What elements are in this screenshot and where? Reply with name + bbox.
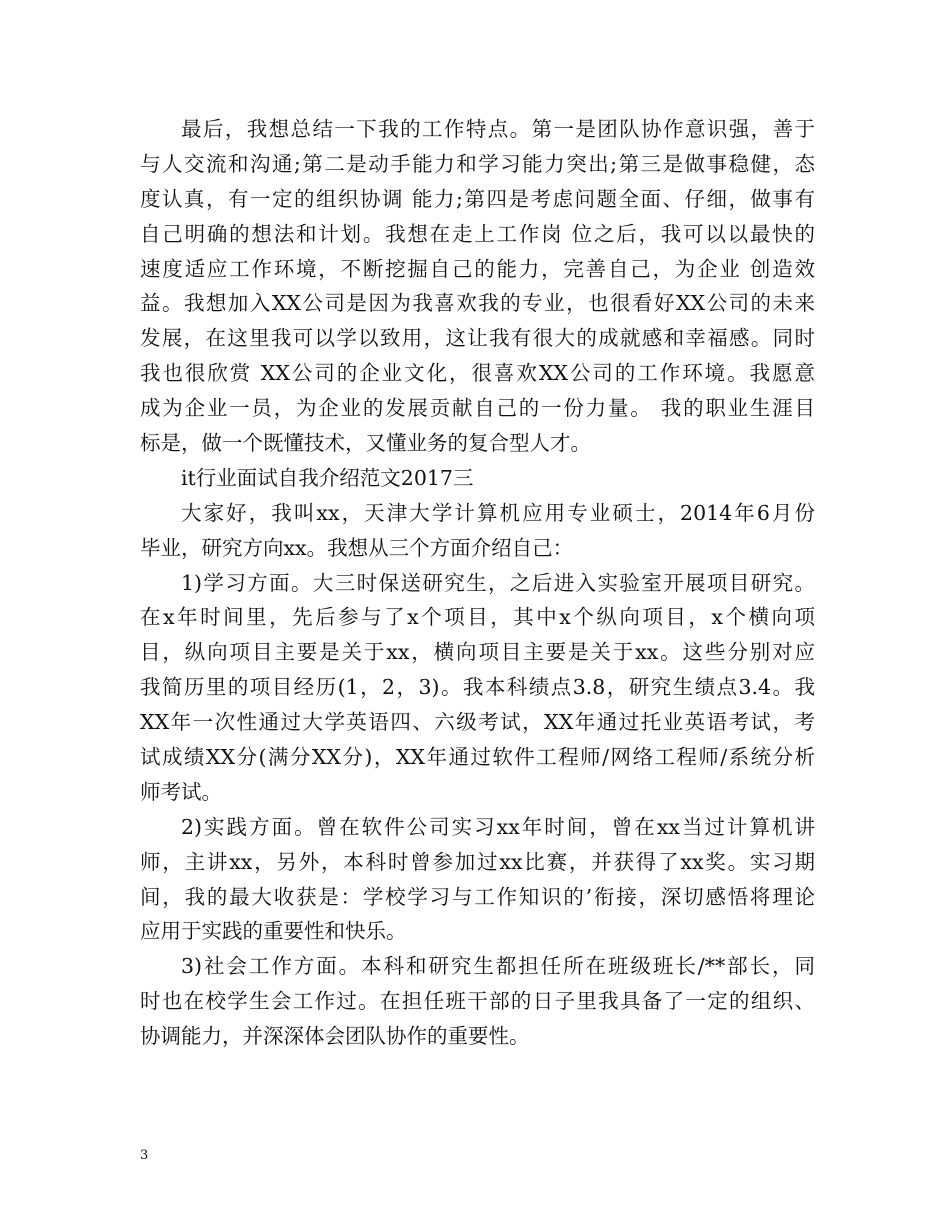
text-line-7: 发展，在这里我可以学以致用，这让我有很大的成就感和幸福感。同时 [140,326,815,351]
text-line-26: 时也在校学生会工作过。在担任班干部的日子里我具备了一定的组织、 [140,989,815,1014]
text-line-14: 1)学习方面。大三时保送研究生，之后进入实验室开展项目研究。 [181,570,815,595]
text-line-25: 3)社会工作方面。本科和研究生都担任所在班级班长/**部长，同 [181,954,815,979]
text-line-18: XX年一次性通过大学英语四、六级考试，XX年通过托业英语考试，考 [140,710,815,735]
text-line-22: 师，主讲xx，另外，本科时曾参加过xx比赛，并获得了xx奖。实习期 [140,849,815,874]
text-line-3: 度认真，有一定的组织协调 能力;第四是考虑问题全面、仔细，做事有 [140,186,815,211]
text-line-10: 标是，做一个既懂技术，又懂业务的复合型人才。 [140,431,591,456]
text-line-13: 毕业，研究方向xx。我想从三个方面介绍自己： [140,535,574,560]
text-line-8: 我也很欣赏 XX公司的企业文化，很喜欢XX公司的工作环境。我愿意 [140,361,815,386]
page-number: 3 [140,1148,149,1163]
text-line-5: 速度适应工作环境，不断挖掘自己的能力，完善自己，为企业 创造效 [140,256,815,281]
text-line-20: 师考试。 [140,779,222,804]
text-line-6: 益。我想加入XX公司是因为我喜欢我的专业，也很看好XX公司的未来 [140,291,815,316]
text-line-2: 与人交流和沟通;第二是动手能力和学习能力突出;第三是做事稳健，态 [140,151,815,176]
text-line-12: 大家好，我叫xx，天津大学计算机应用专业硕士，2014年6月份 [181,500,815,525]
text-line-4: 自己明确的想法和计划。我想在走上工作岗 位之后，我可以以最快的 [140,221,815,246]
text-line-24: 应用于实践的重要性和快乐。 [140,919,407,944]
text-line-1: 最后，我想总结一下我的工作特点。第一是团队协作意识强，善于 [181,117,815,141]
text-line-19: 试成绩XX分(满分XX分)，XX年通过软件工程师/网络工程师/系统分析 [140,745,815,770]
text-line-21: 2)实践方面。曾在软件公司实习xx年时间，曾在xx当过计算机讲 [181,814,815,839]
text-line-15: 在x年时间里，先后参与了x个项目，其中x个纵向项目，x个横向项 [140,605,815,630]
text-line-23: 间，我的最大收获是：学校学习与工作知识的’衔接，深切感悟将理论 [140,884,815,909]
text-line-9: 成为企业一员，为企业的发展贡献自己的一份力量。 我的职业生涯目 [140,396,815,421]
document-body [140,112,815,1054]
text-line-16: 目，纵向项目主要是关于xx，横向项目主要是关于xx。这些分别对应 [140,640,815,665]
text-line-27: 协调能力，并深深体会团队协作的重要性。 [140,1024,530,1049]
section-heading: it行业面试自我介绍范文2017三 [181,465,474,490]
text-line-17: 我简历里的项目经历(1，2，3)。我本科绩点3.8，研究生绩点3.4。我 [140,675,815,700]
